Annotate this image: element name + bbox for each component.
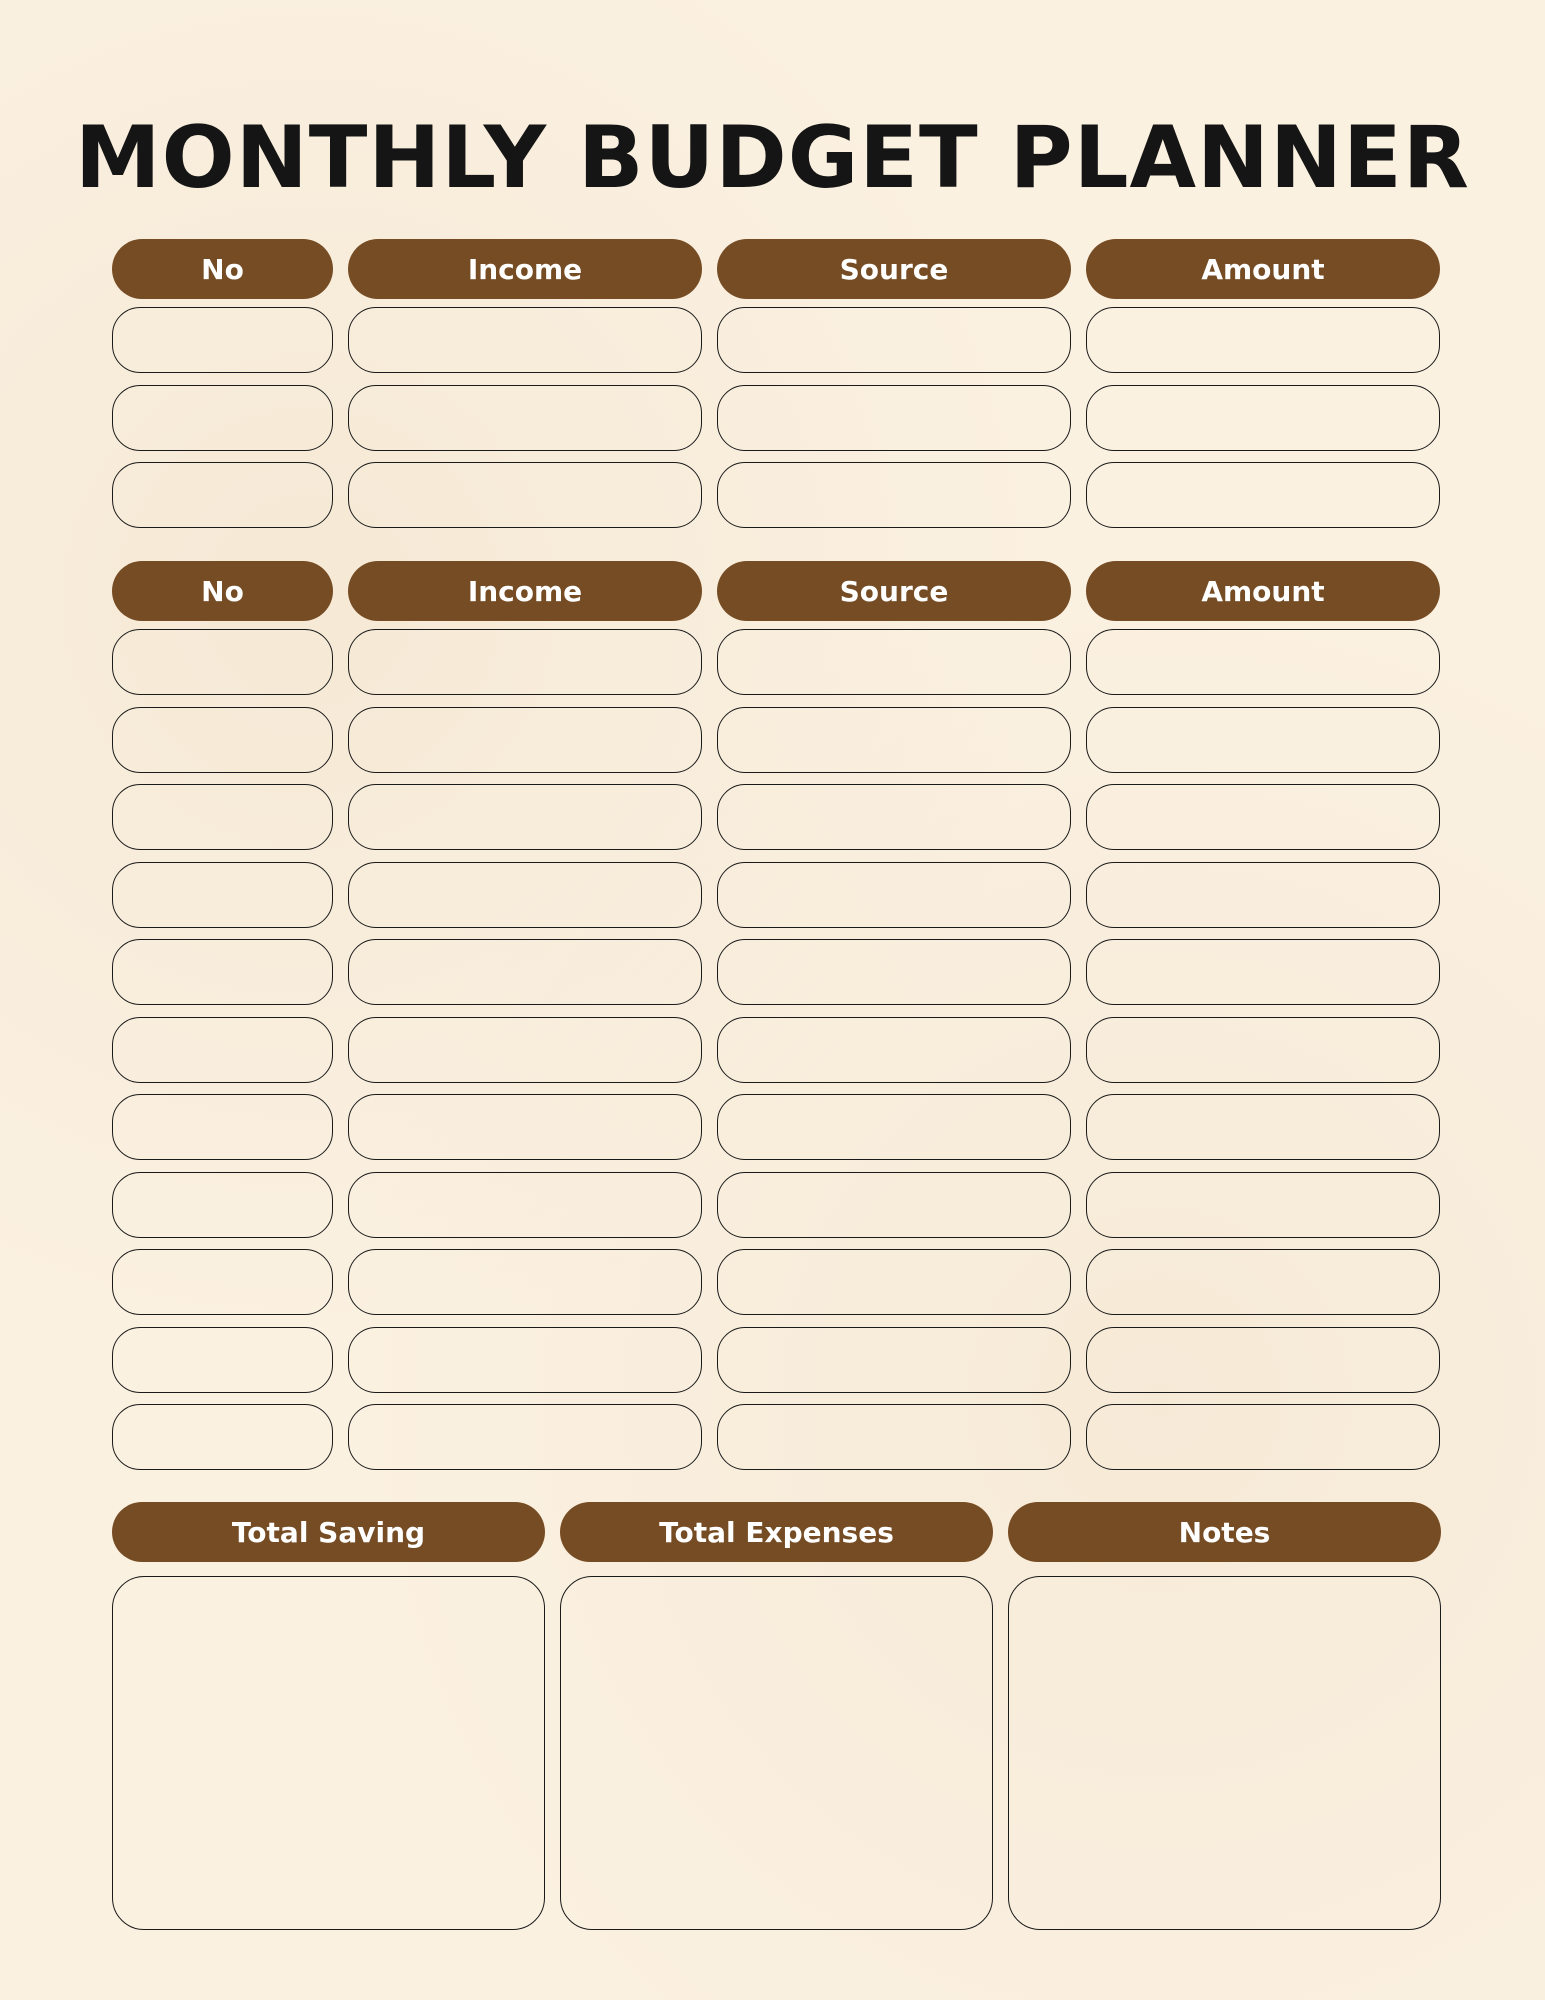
income-table-2 [112,561,1441,1482]
header-income: Income [348,239,702,299]
no-cell[interactable] [112,1094,333,1160]
no-cell[interactable] [112,307,333,373]
amount-cell[interactable] [1086,862,1440,928]
amount-cell[interactable] [1086,1327,1440,1393]
header-amount: Amount [1086,239,1440,299]
amount-cell[interactable] [1086,1172,1440,1238]
header-total-saving: Total Saving [112,1502,545,1562]
source-cell[interactable] [717,862,1071,928]
source-cell[interactable] [717,784,1071,850]
total-saving-box[interactable] [112,1576,545,1930]
total-saving-section [112,1502,545,1930]
amount-cell[interactable] [1086,939,1440,1005]
no-cell[interactable] [112,462,333,528]
source-cell[interactable] [717,1017,1071,1083]
amount-cell[interactable] [1086,1017,1440,1083]
source-cell[interactable] [717,1172,1071,1238]
no-cell[interactable] [112,385,333,451]
income-cell[interactable] [348,1404,702,1470]
header-notes: Notes [1008,1502,1441,1562]
no-cell[interactable] [112,862,333,928]
no-cell[interactable] [112,1017,333,1083]
source-cell[interactable] [717,1094,1071,1160]
total-expenses-box[interactable] [560,1576,993,1930]
summary-section [112,1502,1441,1930]
income-cell[interactable] [348,1172,702,1238]
amount-cell[interactable] [1086,1249,1440,1315]
no-cell[interactable] [112,1404,333,1470]
income-cell[interactable] [348,1327,702,1393]
notes-section [1008,1502,1441,1930]
income-cell[interactable] [348,1017,702,1083]
income-cell[interactable] [348,1249,702,1315]
amount-cell[interactable] [1086,1404,1440,1470]
header-source: Source [717,239,1071,299]
amount-cell[interactable] [1086,307,1440,373]
source-cell[interactable] [717,629,1071,695]
header-amount: Amount [1086,561,1440,621]
amount-cell[interactable] [1086,385,1440,451]
source-cell[interactable] [717,707,1071,773]
income-cell[interactable] [348,862,702,928]
no-cell[interactable] [112,1249,333,1315]
header-total-expenses: Total Expenses [560,1502,993,1562]
no-cell[interactable] [112,939,333,1005]
income-cell[interactable] [348,1094,702,1160]
income-cell[interactable] [348,784,702,850]
income-cell[interactable] [348,385,702,451]
income-table-1 [112,239,1441,540]
notes-box[interactable] [1008,1576,1441,1930]
source-cell[interactable] [717,462,1071,528]
income-cell[interactable] [348,307,702,373]
header-no: No [112,239,333,299]
page-title: MONTHLY BUDGET PLANNER [75,108,1470,208]
source-cell[interactable] [717,385,1071,451]
amount-cell[interactable] [1086,629,1440,695]
no-cell[interactable] [112,784,333,850]
amount-cell[interactable] [1086,707,1440,773]
income-cell[interactable] [348,707,702,773]
source-cell[interactable] [717,307,1071,373]
source-cell[interactable] [717,1404,1071,1470]
amount-cell[interactable] [1086,462,1440,528]
source-cell[interactable] [717,939,1071,1005]
income-cell[interactable] [348,629,702,695]
amount-cell[interactable] [1086,784,1440,850]
source-cell[interactable] [717,1249,1071,1315]
source-cell[interactable] [717,1327,1071,1393]
header-income: Income [348,561,702,621]
total-expenses-section [560,1502,993,1930]
amount-cell[interactable] [1086,1094,1440,1160]
no-cell[interactable] [112,629,333,695]
no-cell[interactable] [112,707,333,773]
income-cell[interactable] [348,939,702,1005]
no-cell[interactable] [112,1327,333,1393]
header-no: No [112,561,333,621]
no-cell[interactable] [112,1172,333,1238]
income-cell[interactable] [348,462,702,528]
header-source: Source [717,561,1071,621]
